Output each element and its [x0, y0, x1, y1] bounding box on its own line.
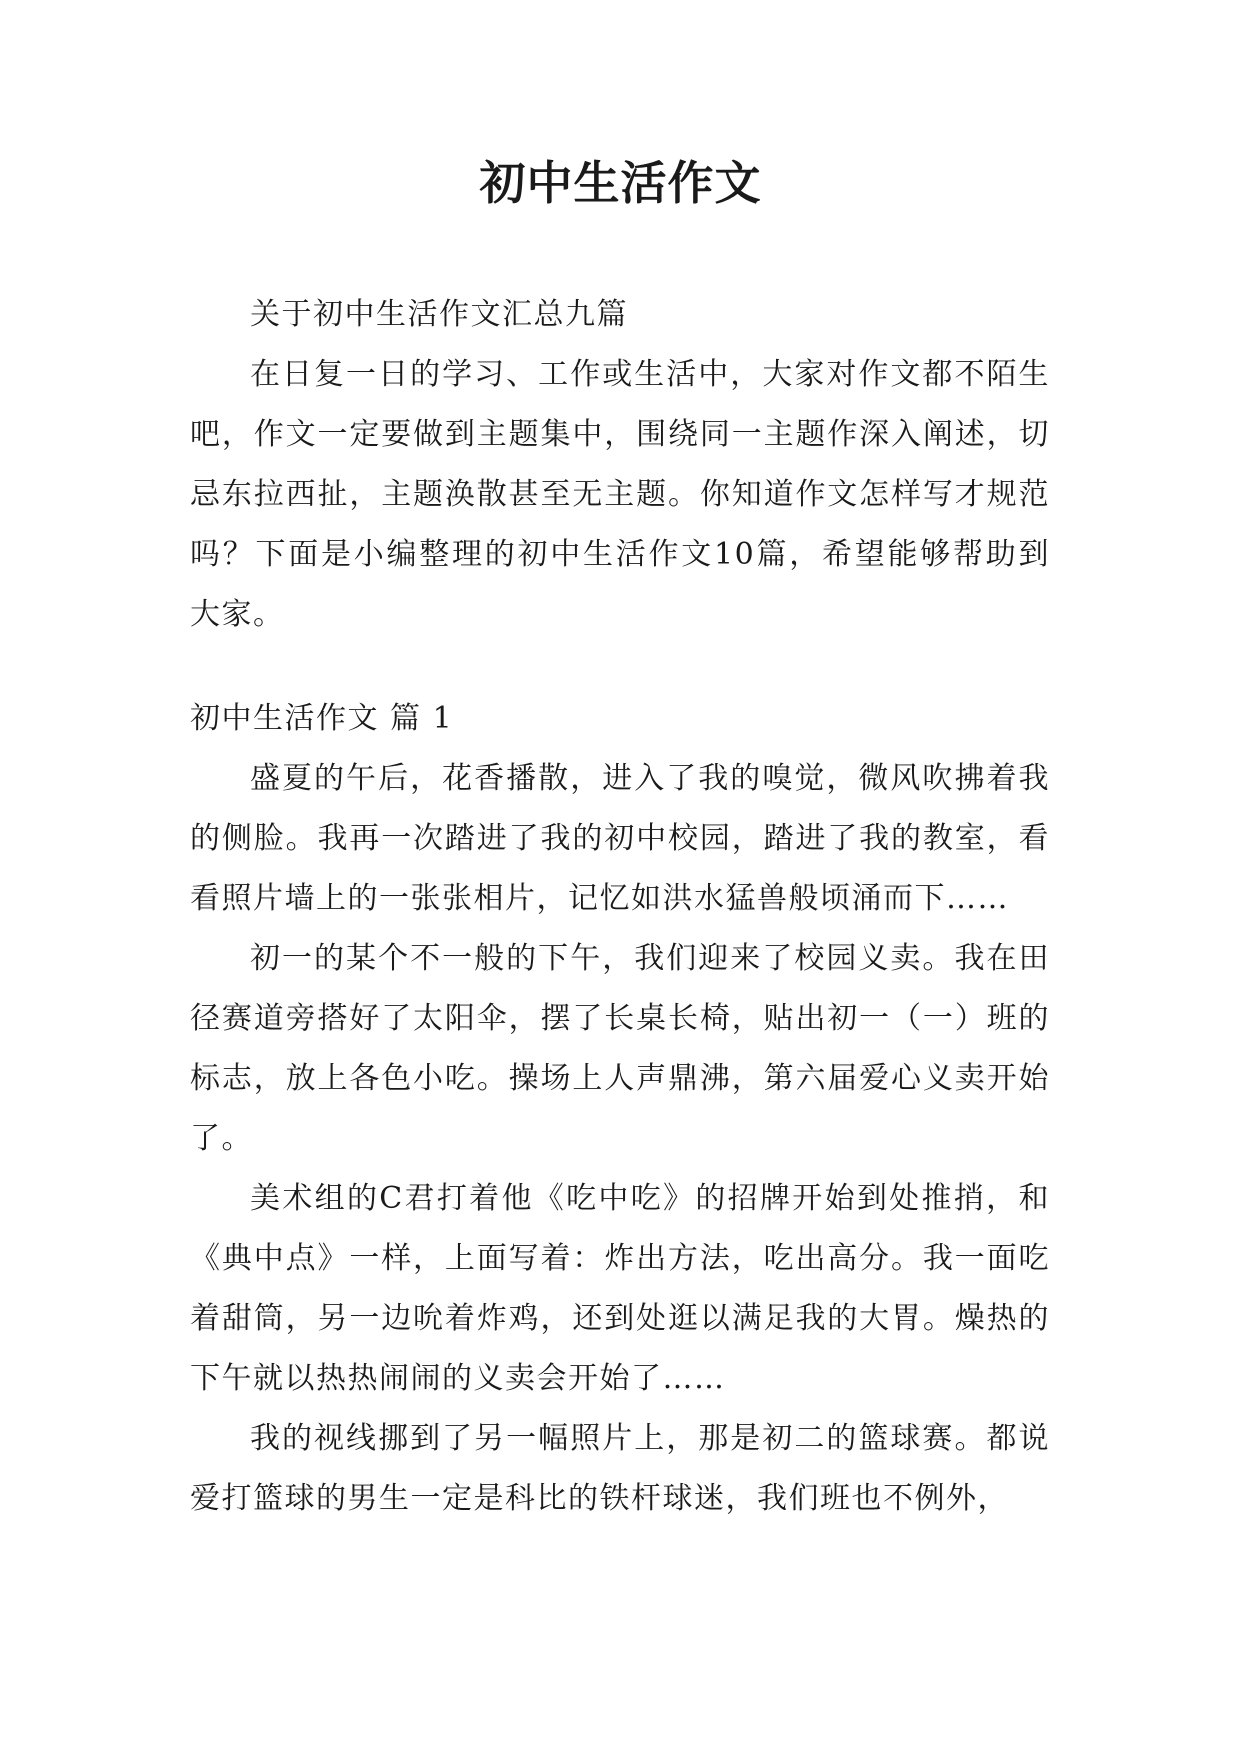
section-paragraph-2: 初一的某个不一般的下午，我们迎来了校园义卖。我在田径赛道旁搭好了太阳伞，摆了长桌长椅，贴出初一（一）班的标志，放上各色小吃。操场上人声鼎沸，第六届爱心义卖开始了。 [190, 941, 1050, 1156]
section-spacer [190, 645, 1050, 689]
intro-subtitle: 关于初中生活作文汇总九篇 [250, 297, 628, 332]
section-paragraph-4: 我的视线挪到了另一幅照片上，那是初二的篮球赛。都说爱打篮球的男生一定是科比的铁杆球迷，我们班也不例外， [190, 1421, 1050, 1516]
section-paragraph-3: 美术组的C君打着他《吃中吃》的招牌开始到处推捎，和《典中点》一样，上面写着：炸出方法，吃出高分。我一面吃着甜筒，另一边吮着炸鸡，还到处逛以满足我的大胃。燥热的下午就以热热闹闹的义卖会开始了…… [190, 1181, 1050, 1396]
document-body [190, 285, 1050, 1529]
intro-paragraph: 在日复一日的学习、工作或生活中，大家对作文都不陌生吧，作文一定要做到主题集中，围绕同一主题作深入阐述，切忌东拉西扯，主题涣散甚至无主题。你知道作文怎样写才规范吗？下面是小编整理的初中生活作文10篇，希望能够帮助到大家。 [190, 357, 1050, 632]
section-paragraph-1: 盛夏的午后，花香播散，进入了我的嗅觉，微风吹拂着我的侧脸。我再一次踏进了我的初中校园，踏进了我的教室，看看照片墙上的一张张相片，记忆如洪水猛兽般顷涌而下…… [190, 761, 1050, 916]
document-title: 初中生活作文 [479, 156, 762, 210]
section-heading: 初中生活作文 篇 1 [190, 701, 454, 736]
